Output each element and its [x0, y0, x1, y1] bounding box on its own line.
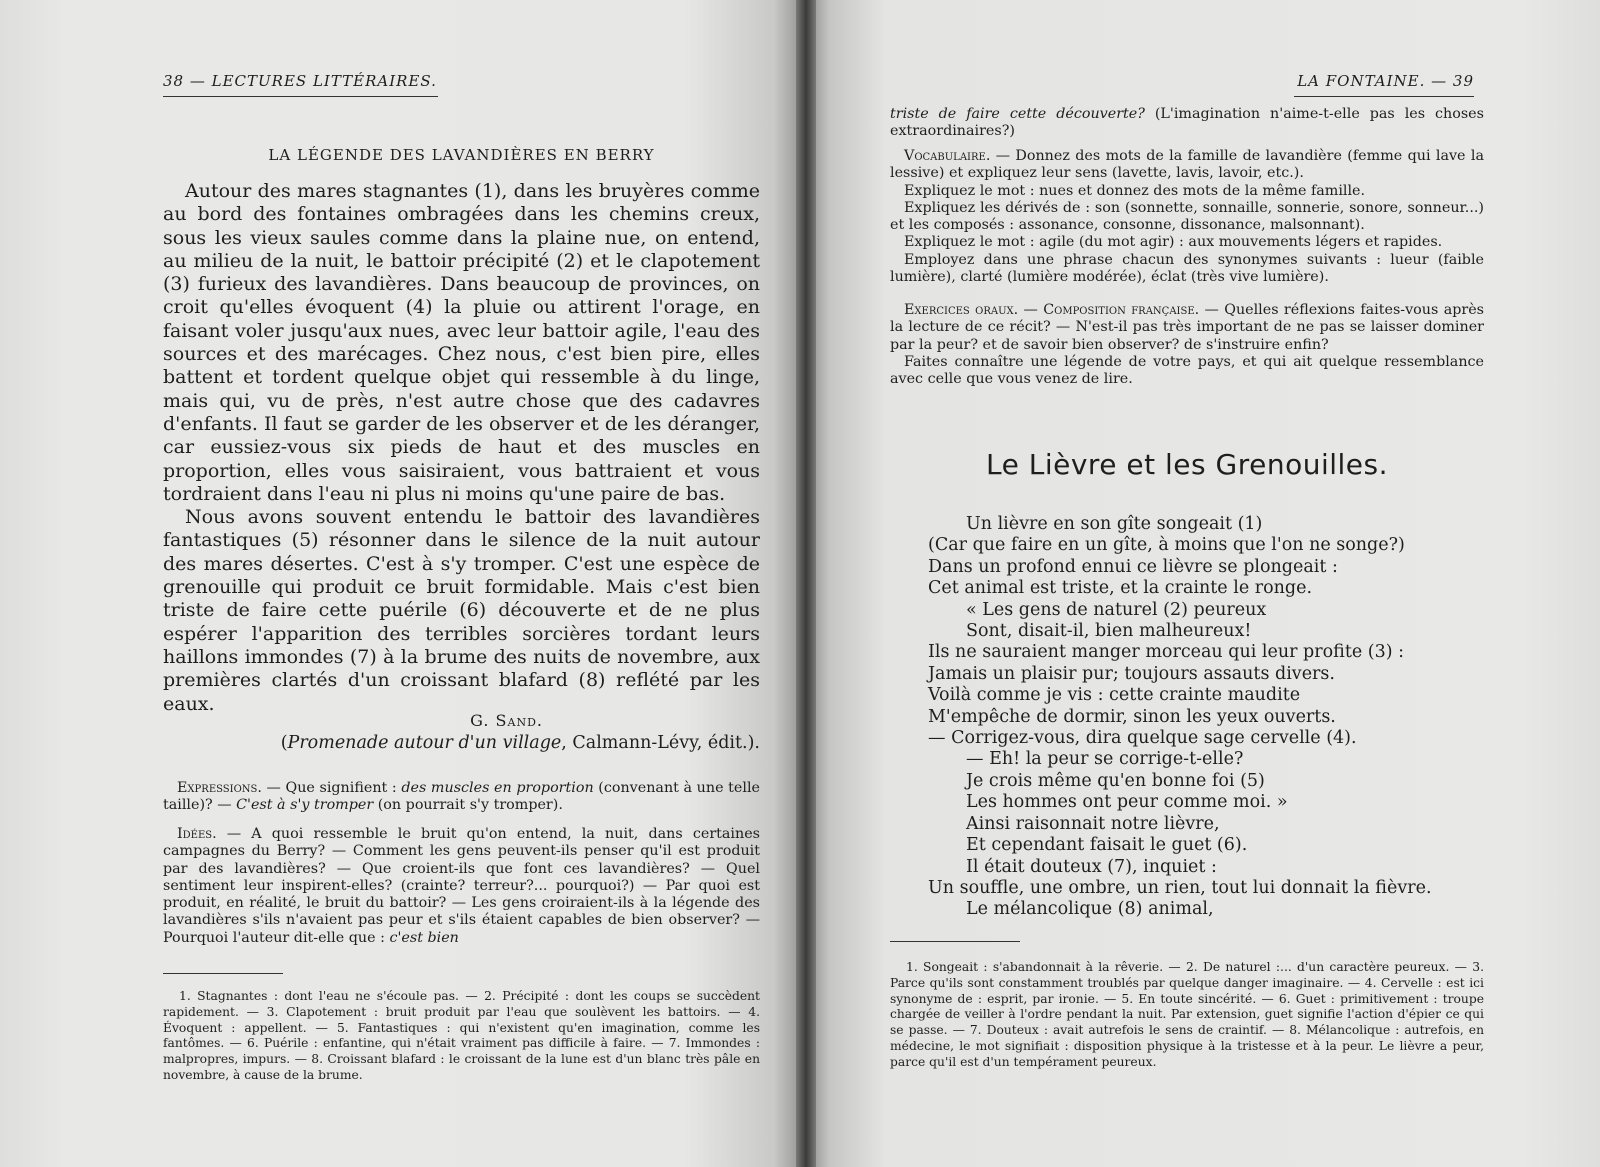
poem-line: Cet animal est triste, et la crainte le ronge. — [928, 578, 1313, 599]
fable-poem — [928, 514, 1432, 921]
exercise-label: Vocabulaire. — [904, 148, 991, 164]
exercise-italic: triste de faire cette découverte? — [890, 106, 1145, 122]
exercise-vocabulary — [890, 148, 1484, 286]
footnote-text: 1. Stagnantes : dont l'eau ne s'écoule pas. — 2. Précipité : dont les coups se succèdent rapidement. — 3. Clapotement : bruit produit par l'eau que soulèvent les battoirs. — 4. Évoquent : appellent. — 5. Fantastiques : qui n'existent qu'en imagination, comme les fantômes. — 6. Puérile : enfantine, qui n'était vraiment pas difficile à faire. — 7. Immondes : malpropres, impurs. — 8. Croissant blafard : le croissant de la lune est d'un blanc très pâle en novembre, à cause de la brume. — [163, 989, 760, 1082]
exercise-text: — Que signifient : — [261, 780, 402, 796]
exercise-text: (convenant à une telle taille)? — — [163, 780, 760, 814]
paragraph: Autour des mares stagnantes (1), dans les bruyères comme au bord des fontaines ombragées dans les chemins creux, sous les vieux saules comme dans la plaine nue, on entend, au milieu de la nuit, le battoir précipité (2) et le clapotement (3) furieux des lavandières. Dans beaucoup de provinces, on croit qu'elles évoquent (4) la pluie ou attirent l'orage, en faisant voler jusqu'aux nues, avec leur battoir agile, l'eau des sources et des marécages. Chez nous, c'est bien pire, elles battent et tordent quelque objet qui ressemble à du linge, mais qui, vu de près, n'est autre chose que des cadavres d'enfants. Il faut se garder de les observer et de les déranger, car eussiez-vous six pieds de haut et des muscles en proportion, elles vous saisiraient, vous battraient et vous tordraient dans l'eau ni plus ni moins qu'une paire de bas. — [163, 180, 760, 505]
poem-line: Un lièvre en son gîte songeait (1) — [966, 514, 1263, 534]
poem-line: Un souffle, une ombre, un rien, tout lui donnait la fièvre. — [928, 877, 1432, 898]
poem-line: Sont, disait-il, bien malheureux! — [966, 621, 1252, 642]
exercise-text: — A quoi ressemble le bruit qu'on entend, la nuit, dans certaines campagnes du Berry? — Comment les gens peuvent-ils penser qu'il est produit par des lavandières? — Que croient-ils que font ces lavandières? — Quel sentiment leur inspirent-elles? (crainte? terreur?... pourquoi?) — Par quoi est produit, en réalité, le bruit du battoir? — Les gens croiraient-ils à la légende des lavandières s'ils n'avaient pas peur et s'ils étaient capables de bien observer? — Pourquoi l'auteur dit-elle que : — [163, 826, 760, 946]
exercise-text: Expliquez le mot : agile (du mot agir) : aux mouvements légers et rapides. — [904, 234, 1443, 251]
exercise-text: Employez dans une phrase chacun des synonymes suivants : lueur (faible lumière), clarté (lumière modérée), éclat (très vive lumière). — [890, 251, 1484, 286]
poem-line: Jamais un plaisir pur; toujours assauts divers. — [928, 663, 1335, 684]
exercise-text: Faites connaître une légende de votre pays, et qui ait quelque ressemblance avec celle que vous venez de lire. — [890, 353, 1484, 388]
exercise-oral — [890, 302, 1484, 388]
exercise-text: Expliquez les dérivés de : son (sonnette, sonnaille, sonnerie, sonore, sonneur...) et les composés : assonance, consonne, dissonance, malsonnant). — [890, 199, 1484, 234]
poem-line: Je crois même qu'en bonne foi (5) — [966, 770, 1265, 791]
poem-line: Dans un profond ennui ce lièvre se plongeait : — [928, 556, 1338, 577]
running-head-rule-right — [1294, 96, 1474, 97]
source-citation — [163, 733, 760, 753]
running-head-left: 38 — LECTURES LITTÉRAIRES. — [163, 72, 437, 90]
exercise-text: (on pourrait s'y tromper). — [373, 797, 563, 814]
poem-line: Voilà comme je vis : cette crainte maudite — [928, 685, 1301, 706]
exercise-italic: des muscles en proportion — [401, 780, 594, 796]
exercise-continuation — [890, 106, 1484, 141]
exercise-label: Idées. — [177, 826, 217, 842]
exercise-text: — Quelles réflexions faites-vous après la lecture de ce récit? — N'est-il pas très important de ne pas se laisser dominer par la peur? et de savoir bien observer? de s'instruire enfin? — [890, 302, 1485, 353]
poem-line: Et cependant faisait le guet (6). — [966, 835, 1248, 856]
poem-line: « Les gens de naturel (2) peureux — [966, 599, 1267, 620]
main-text — [163, 180, 760, 716]
exercise-label: Expressions. — [177, 780, 262, 796]
paragraph: Nous avons souvent entendu le battoir des lavandières fantastiques (5) résonner dans le silence de la nuit autour des mares désertes. C'est à s'y tromper. C'est une espèce de grenouille qui produit ce bruit formidable. Mais c'est bien triste de faire cette puérile (6) découverte et de ne plus espérer l'apparition des terribles sorcières tordant leurs haillons immondes (7) à la brume des nuits de novembre, aux premières clartés d'un croissant blafard (8) reflété par les eaux. — [163, 506, 760, 715]
poem-line: Ainsi raisonnait notre lièvre, — [966, 813, 1220, 834]
source-rest: , Calmann-Lévy, édit.). — [561, 733, 760, 753]
exercise-label: Exercices oraux. — Composition française. — [904, 302, 1200, 318]
exercise-text: (L'imagination n'aime-t-elle pas les choses extraordinaires?) — [890, 106, 1484, 140]
source-open: ( — [280, 733, 288, 753]
book-gutter — [796, 0, 816, 1167]
poem-line: Il était douteux (7), inquiet : — [966, 856, 1217, 877]
author-signature: G. Sand. — [470, 711, 543, 730]
exercise-ideas — [163, 826, 760, 947]
poem-line: — Corrigez-vous, dira quelque sage cervelle (4). — [928, 728, 1357, 749]
exercise-italic: c'est bien — [389, 929, 459, 946]
exercise-text: — Donnez des mots de la famille de lavandière (femme qui lave la lessive) et expliquez leur sens (lavette, lavis, lavoir, etc.). — [890, 148, 1484, 182]
source-title: Promenade autour d'un village — [287, 733, 562, 753]
footnotes-right — [890, 960, 1484, 1071]
poem-line: Ils ne sauraient manger morceau qui leur profite (3) : — [928, 642, 1405, 663]
poem-line: Les hommes ont peur comme moi. » — [966, 792, 1288, 813]
running-head-rule-left — [163, 96, 438, 97]
poem-line: M'empêche de dormir, sinon les yeux ouverts. — [928, 706, 1336, 727]
footnote-rule-right — [890, 941, 1020, 942]
running-head-right: LA FONTAINE. — 39 — [1297, 72, 1474, 90]
fable-title: Le Lièvre et les Grenouilles. — [985, 448, 1389, 481]
poem-line: Le mélancolique (8) animal, — [966, 899, 1214, 920]
section-title: LA LÉGENDE DES LAVANDIÈRES EN BERRY — [268, 146, 655, 164]
footnotes-left — [163, 989, 760, 1084]
footnote-rule-left — [163, 973, 283, 974]
exercise-italic: C'est à s'y tromper — [236, 797, 374, 814]
exercise-text: Expliquez le mot : nues et donnez des mots de la même famille. — [904, 182, 1366, 199]
poem-line: — Eh! la peur se corrige-t-elle? — [966, 749, 1244, 770]
exercise-expressions — [163, 780, 760, 815]
footnote-text: 1. Songeait : s'abandonnait à la rêverie. — 2. De naturel :... d'un caractère peureux. — 3. Parce qu'ils sont constamment troublés par quelque danger imaginaire. — 4. Cervelle : est ici synonyme de : esprit, par ironie. — 5. En toute sincérité. — 6. Guet : primitivement : troupe chargée de veiller à l'ordre pendant la nuit. Par extension, guet signifie l'action d'épier ce qui se passe. — 7. Douteux : avait autrefois le sens de craintif. — 8. Mélancolique : autrefois, en médecine, le mot signifiait : disposition physique à la tristesse et à la peur. Le lièvre a peur, parce qu'il est d'un tempérament peureux. — [890, 960, 1484, 1069]
poem-line: (Car que faire en un gîte, à moins que l'on ne songe?) — [928, 535, 1405, 556]
